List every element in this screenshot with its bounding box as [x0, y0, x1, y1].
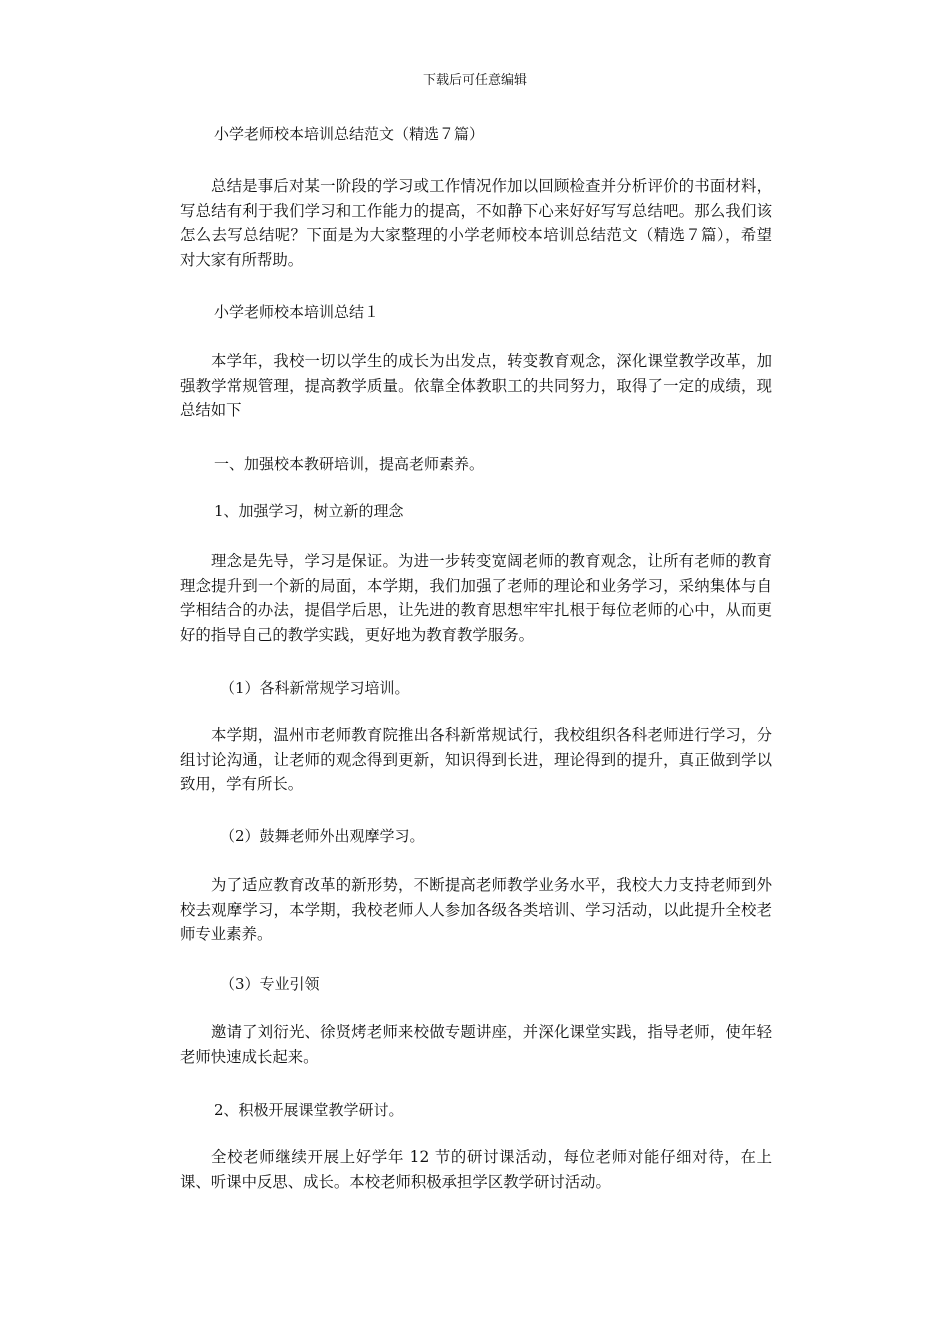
item-paragraph: 理念是先导，学习是保证。为进一步转变宽阔老师的教育观念，让所有老师的教育理念提升到一个新的局面，本学期，我们加强了老师的理论和业务学习，采纳集体与自学相结合的办法，提倡学后思，让先进的教育思想牢牢扎根于每位老师的心中，从而更好的指导自己的教学实践，更好地为教育教学服务。 [180, 552, 772, 645]
item-title: 2、积极开展课堂教学研讨。 [214, 1101, 404, 1119]
subitem-title: （1）各科新常规学习培训。 [220, 679, 410, 697]
subitem-paragraph: 为了适应教育改革的新形势，不断提高老师教学业务水平，我校大力支持老师到外校去观摩学习，本学期，我校老师人人参加各级各类培训、学习活动，以此提升全校老师专业素养。 [180, 876, 772, 944]
subitem-title: （2）鼓舞老师外出观摩学习。 [220, 827, 425, 845]
subitem-paragraph: 邀请了刘衍光、徐贤烤老师来校做专题讲座，并深化课堂实践，指导老师，使年轻老师快速成长起来。 [180, 1023, 772, 1066]
heading-one: 一、加强校本教研培训，提高老师素养。 [214, 455, 485, 473]
section-paragraph: 本学年，我校一切以学生的成长为出发点，转变教育观念，深化课堂教学改革，加强教学常规管理，提高教学质量。依靠全体教职工的共同努力，取得了一定的成绩，现总结如下 [180, 352, 772, 420]
document-title: 小学老师校本培训总结范文（精选７篇） [214, 125, 485, 143]
subitem-paragraph: 本学期，温州市老师教育院推出各科新常规试行，我校组织各科老师进行学习，分组讨论沟通，让老师的观念得到更新，知识得到长进，理论得到的提升，真正做到学以致用，学有所长。 [180, 726, 772, 794]
intro-paragraph: 总结是事后对某一阶段的学习或工作情况作加以回顾检查并分析评价的书面材料，写总结有利于我们学习和工作能力的提高，不如静下心来好好写写总结吧。那么我们该怎么去写总结呢？下面是为大家整理的小学老师校本培训总结范文（精选７篇），希望对大家有所帮助。 [180, 177, 772, 270]
section-title: 小学老师校本培训总结１ [214, 303, 380, 321]
subitem-title: （3）专业引领 [220, 975, 320, 993]
download-note: 下载后可任意编辑 [422, 73, 527, 88]
item-title: 1、加强学习，树立新的理念 [214, 502, 404, 520]
item-paragraph: 全校老师继续开展上好学年 12 节的研讨课活动，每位老师对能仔细对待，在上课、听课中反思、成长。本校老师积极承担学区教学研讨活动。 [180, 1148, 772, 1191]
